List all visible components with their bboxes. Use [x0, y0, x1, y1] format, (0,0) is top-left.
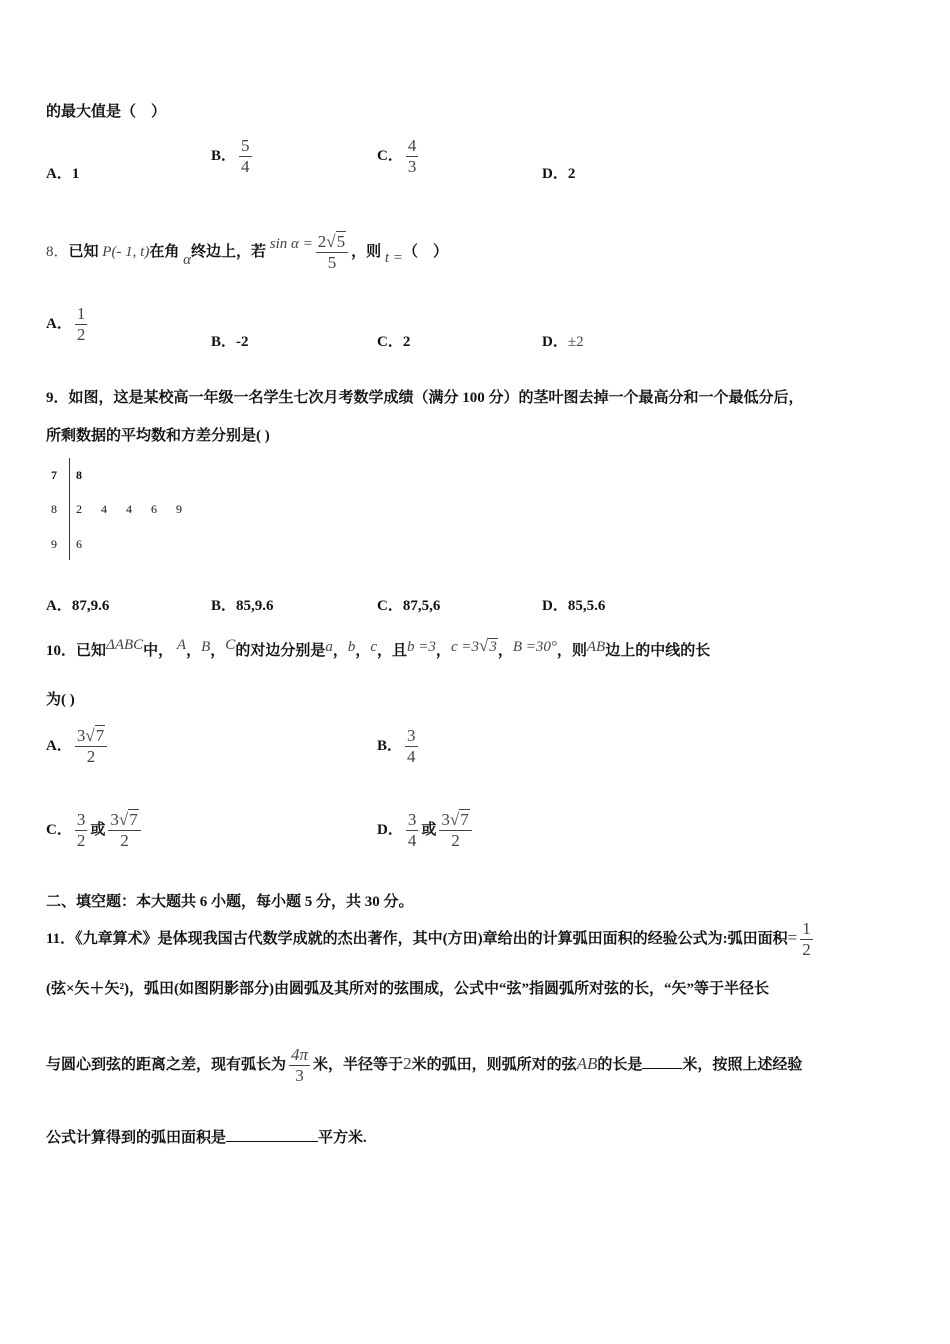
fraction: $\frac{3}{2}$	[76, 810, 86, 850]
option-label: A．	[46, 315, 72, 332]
option-label: C．	[377, 147, 403, 164]
stem-leaf-plot	[46, 458, 246, 562]
fraction: $\frac{3√7}{2}$	[439, 810, 471, 851]
option-label: C．	[46, 821, 72, 838]
option-value: ±2	[567, 334, 584, 350]
leaf: 6	[76, 537, 82, 551]
stem-leaf-divider	[69, 458, 70, 560]
leaf: 4	[101, 502, 107, 516]
stem: 7	[51, 468, 57, 482]
option-label: B．	[211, 147, 237, 164]
q9-stem-line1: 9．如图，这是某校高一年级一名学生七次月考数学成绩（满分 100 分）的茎叶图去掉一个最高分和一个最低分后，	[46, 390, 804, 406]
option-label: D．	[542, 166, 568, 182]
q8-option-d[interactable]	[542, 330, 584, 351]
fraction: $\frac{3}{4}$	[407, 810, 417, 850]
q11-stem-line1: 11．《九章算术》是体现我国古代数学成就的杰出著作，其中(方田)章给出的计算弧田面积的经验公式为:弧田面积= $\frac{1}{2}$	[46, 919, 811, 960]
arc-length-fraction: $\frac{4\pi}{3}$	[291, 1045, 309, 1086]
section-heading: 二、填空题：本大题共 6 小题，每小题 5 分，共 30 分。	[46, 894, 414, 910]
leaf: 9	[176, 502, 182, 516]
answer-blank-2[interactable]	[226, 1141, 318, 1142]
q7-option-a[interactable]	[46, 162, 79, 183]
q8-option-a[interactable]	[46, 304, 90, 345]
q9-option-a[interactable]: A．87,9.6	[46, 598, 110, 614]
q10-option-d[interactable]: D． $\frac{3}{4}$ 或 $\frac{3√7}{2}$	[377, 810, 475, 851]
fraction: $\frac{5}{4}$	[241, 136, 250, 176]
option-value: -2	[236, 334, 249, 350]
q10-option-b[interactable]	[377, 726, 421, 767]
stem: 9	[51, 537, 57, 551]
stem: 8	[51, 502, 57, 516]
q7-option-d[interactable]	[542, 162, 575, 183]
q10-option-c[interactable]: C． $\frac{3}{2}$ 或 $\frac{3√7}{2}$	[46, 810, 144, 851]
option-value: 2	[402, 334, 411, 350]
fraction: $\frac{3}{4}$	[407, 726, 416, 766]
q9-option-b[interactable]: B．85,9.6	[211, 598, 274, 614]
q7-stem-tail: 的最大值是（ ）	[46, 104, 167, 120]
q9-stem-line2: 所剩数据的平均数和方差分别是( )	[46, 428, 270, 444]
leaf: 6	[151, 502, 157, 516]
leaf: 4	[126, 502, 132, 516]
q10-stem: 10．已知ΔABC中， A，B，C的对边分别是a，b，c，且b =3，c =3√3，B =30°，则AB边上的中线的长	[46, 636, 711, 659]
q10-stem-line2: 为( )	[46, 692, 75, 708]
option-value: 1	[71, 166, 80, 182]
option-value: 2	[567, 166, 576, 182]
q10-option-a[interactable]	[46, 726, 110, 767]
option-label: B．	[377, 737, 403, 754]
q7-option-b[interactable]	[211, 136, 255, 177]
option-label: B．	[211, 334, 237, 350]
q11-stem-line4: 公式计算得到的弧田面积是 平方米.	[46, 1130, 367, 1146]
fraction: $\frac{3√7}{2}$	[108, 810, 140, 851]
option-label: D．	[377, 821, 403, 838]
q9-option-c[interactable]: C．87,5,6	[377, 598, 441, 614]
q11-stem-line2: (弦×矢＋矢²)，弧田(如图阴影部分)由圆弧及其所对的弦围成，公式中“弦”指圆弧所对弦的长，“矢”等于半径长	[46, 981, 770, 997]
q7-option-c[interactable]	[377, 136, 421, 177]
fraction: $\frac{3√7}{2}$	[75, 726, 107, 767]
option-label: A．	[46, 166, 72, 182]
option-label: C．	[377, 334, 403, 350]
q9-option-d[interactable]: D．85,5.6	[542, 598, 606, 614]
q8-option-b[interactable]	[211, 330, 249, 351]
q8-stem: 8．已知 P(- 1, t)在角 α终边上，若 sin α = $\frac{2√5}{5}$ ，则 t =（ ）	[46, 232, 448, 273]
q11-stem-line3: 与圆心到弦的距离之差，现有弧长为 $\frac{4\pi}{3}$ 米，半径等于2米的弧田，则弧所对的弦AB的长是 米，按照上述经验	[46, 1045, 803, 1086]
fraction: $\frac{4}{3}$	[407, 136, 417, 176]
sin-value-fraction: $\frac{2√5}{5}$	[316, 232, 348, 273]
option-label: A．	[46, 737, 72, 754]
q8-option-c[interactable]	[377, 330, 410, 351]
leaf: 2	[76, 502, 82, 516]
fraction: $\frac{1}{2}$	[76, 304, 86, 344]
leaf: 8	[76, 468, 82, 482]
half-fraction: $\frac{1}{2}$	[802, 919, 811, 960]
option-label: D．	[542, 334, 568, 350]
answer-blank-1[interactable]	[642, 1068, 682, 1069]
